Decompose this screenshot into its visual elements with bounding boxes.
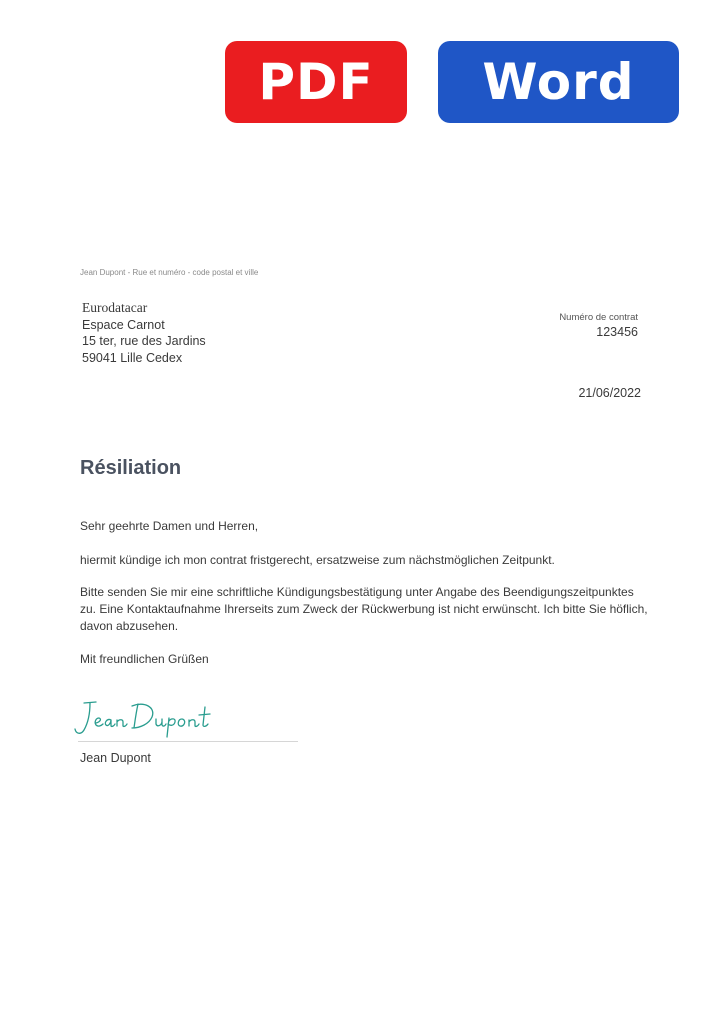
contract-label: Numéro de contrat [559, 312, 638, 323]
recipient-line-2: 15 ter, rue des Jardins [82, 334, 206, 348]
recipient-line-3: 59041 Lille Cedex [82, 350, 183, 365]
sender-address-line: Jean Dupont - Rue et numéro - code postal et ville [80, 268, 259, 277]
salutation: Sehr geehrte Damen und Herren, [80, 519, 259, 533]
paragraph-termination: hiermit kündige ich mon contrat fristgerecht, ersatzweise zum nächstmöglichen Zeitpunkt. [80, 553, 555, 567]
recipient-name: Eurodatacar [82, 300, 148, 315]
contract-number: 123456 [596, 325, 638, 339]
pdf-button-label: PDF [258, 53, 374, 111]
recipient-line-1: Espace Carnot [82, 317, 165, 332]
letter-subject: Résiliation [80, 457, 182, 479]
pdf-download-button[interactable] [225, 41, 407, 123]
letter-date: 21/06/2022 [578, 386, 641, 400]
paragraph-confirmation: Bitte senden Sie mir eine schriftliche Kündigungsbestätigung unter Angabe des Beendigungszeitpunktes zu. Eine Kontaktaufnahme Ihrerseits zum Zweck der Rückwerbung ist nicht erwünscht. Ich bitte Sie höflich, davon abzusehen. [80, 585, 648, 633]
contract-info [559, 311, 638, 341]
closing: Mit freundlichen Grüßen [80, 652, 209, 666]
recipient-address [82, 300, 206, 366]
word-button-label: Word [482, 53, 635, 111]
handwritten-signature [72, 693, 232, 741]
word-download-button[interactable] [438, 41, 679, 123]
signature-line [78, 741, 298, 742]
signer-name: Jean Dupont [80, 751, 151, 765]
